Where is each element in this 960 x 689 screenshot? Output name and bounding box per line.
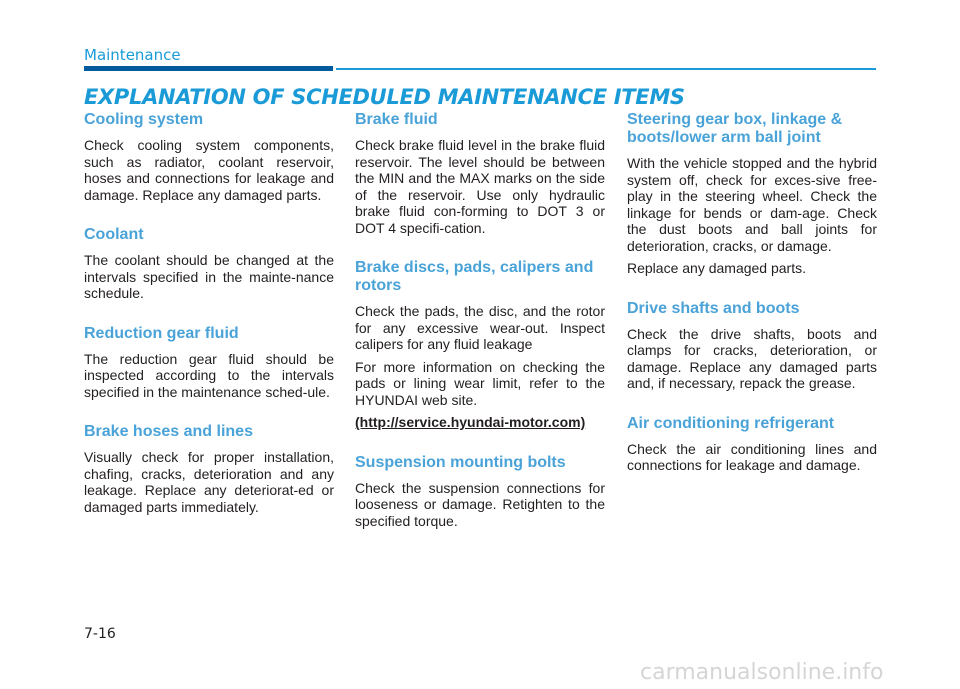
paragraph-drive-shafts: Check the drive shafts, boots and clamps for cracks, deterioration, or damage. Replace any damaged parts and, if necessary, repack the grease. [627,325,877,391]
heading-brake-fluid: Brake fluid [355,111,438,128]
paragraph-brake-hoses: Visually check for proper installation, chafing, cracks, deterioration and any leakage. Replace any deteriorat-ed or damaged parts immediately. [84,449,334,515]
heading-suspension-bolts: Suspension mounting bolts [355,453,566,471]
paragraph-reduction-gear-fluid: The reduction gear fluid should be inspected according to the intervals specified in the maintenance sched-ule. [84,350,334,400]
paragraph-brake-fluid: Check brake fluid level in the brake fluid reservoir. The level should be between the MIN and the MAX marks on the side of the reservoir. Use only hydraulic brake fluid con-forming to DOT 3 or DOT 4 specifi-cation. [355,137,605,236]
page-title: EXPLANATION OF SCHEDULED MAINTENANCE ITEMS [84,85,685,109]
column-1 [84,111,334,521]
header-bar-dark [84,66,333,71]
column-2 [355,111,605,535]
paragraph-air-conditioning: Check the air conditioning lines and connections for leakage and damage. [627,440,877,473]
paragraph-suspension-bolts: Check the suspension connections for looseness or damage. Retighten to the specified torque. [355,479,605,529]
paragraph-coolant: The coolant should be changed at the intervals specified in the mainte-nance schedule. [84,252,334,301]
paragraph-brake-discs-2: For more information on checking the pads or lining wear limit, refer to the HYUNDAI web site. [355,358,605,408]
heading-air-conditioning: Air conditioning refrigerant [627,414,835,432]
heading-brake-discs: Brake discs, pads, calipers and rotors [355,259,594,294]
page-number: 7-16 [84,626,116,642]
heading-drive-shafts: Drive shafts and boots [627,299,800,317]
paragraph-steering-gear-1: With the vehicle stopped and the hybrid system off, check for exces-sive free-play in the steering wheel. Check the linkage for bends or dam-age. Check the dust boots and ball joints for deterioration, cracks, or damage. [627,155,877,254]
heading-coolant: Coolant [84,226,144,243]
watermark-text: carmanualsonline.info [640,660,884,685]
heading-reduction-gear-fluid: Reduction gear fluid [84,324,239,342]
heading-cooling-system: Cooling system [84,111,204,128]
hyundai-service-link[interactable]: (http://service.hyundai-motor.com) [355,414,586,430]
section-header-label: Maintenance [84,46,181,64]
heading-brake-hoses: Brake hoses and lines [84,423,253,440]
paragraph-steering-gear-2: Replace any damaged parts. [627,260,806,276]
heading-steering-gear: Steering gear box, linkage & boots/lower arm ball joint [627,111,843,146]
column-3 [627,111,877,480]
paragraph-brake-discs-1: Check the pads, the disc, and the rotor for any excessive wear-out. Inspect calipers for any fluid leakage [355,303,605,352]
header-bar-light [336,68,876,70]
paragraph-cooling-system: Check cooling system components, such as radiator, coolant reservoir, hoses and connections for leakage and damage. Replace any damaged parts. [84,137,334,203]
